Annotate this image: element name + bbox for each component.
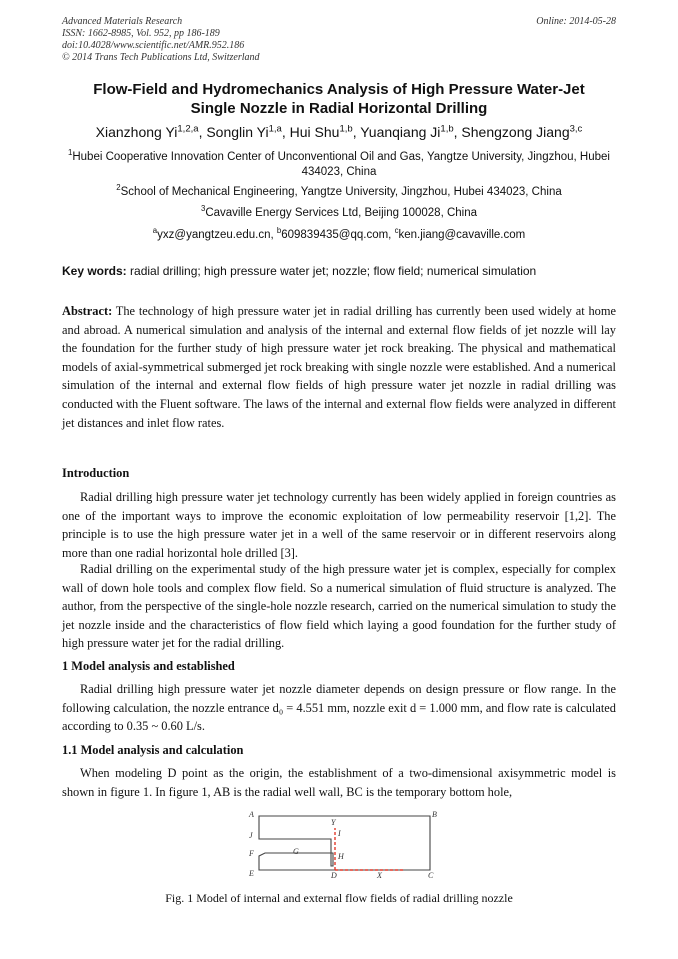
- introduction-heading: Introduction: [62, 466, 130, 480]
- keywords-label: Key words:: [62, 264, 127, 278]
- paper-title: [62, 80, 616, 118]
- point-label-a: A: [249, 810, 254, 819]
- title-line-2: Single Nozzle in Radial Horizontal Drilling: [190, 100, 488, 117]
- introduction-paragraph-2: Radial drilling on the experimental study of the high pressure water jet is complex, especially for complex wall of down hole tools and complex flow field. So a numerical simulation of fluid structure is analyzed. The author, from the perspective of the single-hole nozzle research, carried on the numerical simulation to study the jet nozzle inside and the characteristics of flow field which laying a good foundation for the further study of high pressure water jet for the radial drilling.: [62, 562, 616, 651]
- author-affiliation-marker: 1,b: [440, 123, 454, 135]
- abstract-label: Abstract:: [62, 304, 113, 318]
- affiliation-marker: 3: [200, 204, 206, 214]
- affiliation-marker: 2: [116, 183, 121, 193]
- affiliation-2: [55, 185, 623, 200]
- point-label-e: E: [249, 869, 254, 878]
- author-separator: ,: [453, 124, 462, 140]
- author-affiliation-marker: 1,a: [268, 123, 282, 135]
- author-separator: ,: [352, 124, 361, 140]
- title-line-1: Flow-Field and Hydromechanics Analysis of High Pressure Water-Jet: [93, 81, 585, 98]
- author-name: Shengzong Jiang: [461, 124, 570, 140]
- email-marker: b: [276, 226, 282, 236]
- section-1-1-paragraph: When modeling D point as the origin, the establishment of a two-dimensional axisymmetric model is shown in figure 1. In figure 1, AB is the radial well wall, BC is the temporary bottom hole,: [62, 766, 616, 799]
- email-address[interactable]: 609839435@qq.com,: [281, 229, 395, 241]
- email-marker: a: [152, 226, 158, 236]
- running-header: [62, 16, 616, 64]
- abstract-text: The technology of high pressure water jet in radial drilling has currently been used widely at home and abroad. A numerical simulation and analysis of the internal and external flow fields of jet nozzle will lay the foundation for the further study of high pressure water jet rock breaking. The physical and mathematical models of axial-symmetrical submerged jet rock breaking with single nozzle were established. And a numerical simulation of the internal and external flow fields of high pressure water jet nozzle in radial drilling was conducted with the Fluent software. The laws of the internal and external flow fields were analyzed in different jet distances and inlet flow rates.: [62, 304, 616, 430]
- author-name: Songlin Yi: [206, 124, 269, 140]
- author-name: Hui Shu: [289, 124, 340, 140]
- keywords: [62, 264, 616, 279]
- point-label-j: J: [249, 831, 253, 840]
- issn-line: ISSN: 1662-8985, Vol. 952, pp 186-189: [62, 28, 220, 39]
- copyright-line: © 2014 Trans Tech Publications Ltd, Switzerland: [62, 52, 260, 63]
- section-1-heading: 1 Model analysis and established: [62, 659, 235, 673]
- author: [206, 124, 289, 140]
- author-name: Xianzhong Yi: [95, 124, 178, 140]
- journal-name: Advanced Materials Research: [62, 16, 183, 27]
- email-address[interactable]: yxz@yangtzeu.edu.cn,: [157, 229, 277, 241]
- email-line: [55, 228, 623, 243]
- point-label-c: C: [428, 871, 434, 880]
- figure-1: [245, 808, 440, 880]
- author: [96, 124, 207, 140]
- abstract: [62, 302, 616, 432]
- author-separator: ,: [281, 124, 290, 140]
- author-affiliation-marker: 1,b: [339, 123, 353, 135]
- affiliation-text: Hubei Cooperative Innovation Center of Unconventional Oil and Gas, Yangtze University, Jingzhou, Hubei 434023, China: [72, 151, 610, 178]
- flow-domain-outline: [259, 816, 430, 870]
- figure-1-caption: Fig. 1 Model of internal and external flow fields of radial drilling nozzle: [165, 891, 513, 905]
- affiliation-1: [55, 150, 623, 180]
- email-address[interactable]: ken.jiang@cavaville.com: [398, 229, 526, 241]
- affiliation-3: [55, 206, 623, 221]
- introduction-paragraph-1: Radial drilling high pressure water jet technology currently has been widely applied in foreign countries as one of the important ways to improve the economic exploitation of low permeability reservoir [1,2]. The principle is to use the high pressure water jet in a well of the same reservoir or in different reservoirs along more than one radial horizontal hole drilled [3].: [62, 490, 616, 560]
- point-label-b: B: [432, 810, 437, 819]
- online-date: Online: 2014-05-28: [536, 16, 616, 27]
- affiliation-marker: 1: [68, 148, 73, 158]
- point-label-f: F: [249, 849, 254, 858]
- point-label-h: H: [338, 852, 344, 861]
- point-label-g: G: [293, 847, 299, 856]
- doi-line[interactable]: doi:10.4028/www.scientific.net/AMR.952.186: [62, 40, 245, 51]
- nozzle-model-diagram: [245, 808, 440, 880]
- author-name: Yuanqiang Ji: [360, 124, 441, 140]
- section-1-1-heading: 1.1 Model analysis and calculation: [62, 743, 244, 757]
- author-affiliation-marker: 3,c: [569, 123, 583, 135]
- author: [461, 124, 582, 140]
- point-label-d: D: [331, 871, 337, 880]
- author-affiliation-marker: 1,2,a: [177, 123, 199, 135]
- author: [360, 124, 461, 140]
- x-axis-label: X: [377, 871, 382, 880]
- point-label-i: I: [338, 829, 341, 838]
- email-marker: c: [394, 226, 399, 236]
- y-axis-label: Y: [331, 818, 336, 827]
- author-list: [40, 123, 638, 141]
- affiliation-text: School of Mechanical Engineering, Yangtze University, Jingzhou, Hubei 434023, China: [120, 186, 562, 198]
- affiliation-text: Cavaville Energy Services Ltd, Beijing 100028, China: [205, 207, 478, 219]
- author: [290, 124, 361, 140]
- keywords-text: radial drilling; high pressure water jet; nozzle; flow field; numerical simulation: [126, 264, 537, 278]
- section-1-paragraph: Radial drilling high pressure water jet nozzle diameter depends on design pressure or flow range. In the following calculation, the nozzle entrance d₀ = 4.551 mm, nozzle exit d = 1.000 mm, and flow rate is calculated according to 0.35 ~ 0.60 L/s.: [62, 682, 616, 734]
- author-separator: ,: [198, 124, 207, 140]
